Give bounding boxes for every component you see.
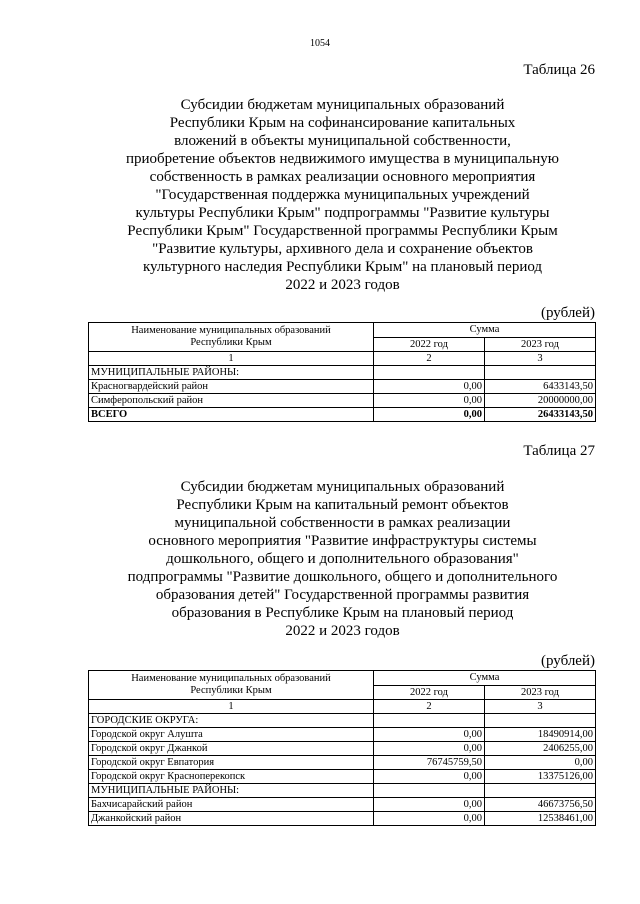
title-line: дошкольного, общего и дополнительного образования" xyxy=(166,551,519,567)
table-row xyxy=(89,728,596,742)
table-27-label: Таблица 27 xyxy=(523,443,595,459)
title-line: муниципальной собственности в рамках реализации xyxy=(174,515,511,531)
row-name: Красногвардейский район xyxy=(89,380,374,394)
column-number: 3 xyxy=(485,352,596,366)
row-name: Симферопольский район xyxy=(89,394,374,408)
title-line: культуры Республики Крым" подпрограммы "Развитие культуры xyxy=(135,205,550,221)
total-name: ВСЕГО xyxy=(89,408,374,422)
title-line: Республики Крым на капитальный ремонт объектов xyxy=(176,497,509,513)
table-row xyxy=(89,812,596,826)
row-2023: 18490914,00 xyxy=(485,728,596,742)
column-number: 2 xyxy=(374,700,485,714)
title-line: Субсидии бюджетам муниципальных образований xyxy=(180,97,505,113)
row-name: МУНИЦИПАЛЬНЫЕ РАЙОНЫ: xyxy=(89,366,374,380)
title-line: культурного наследия Республики Крым" на плановый период xyxy=(142,259,543,275)
row-2022 xyxy=(374,366,485,380)
header-name-line1: Наименование муниципальных образований xyxy=(131,325,331,336)
header-2023: 2023 год xyxy=(485,686,596,700)
total-row xyxy=(89,408,596,422)
table-26-label: Таблица 26 xyxy=(523,62,595,78)
row-2023: 46673756,50 xyxy=(485,798,596,812)
header-sum: Сумма xyxy=(374,323,596,338)
row-2023: 20000000,00 xyxy=(485,394,596,408)
row-2022: 0,00 xyxy=(374,770,485,784)
table-row xyxy=(89,756,596,770)
total-2022: 0,00 xyxy=(374,408,485,422)
row-2022: 0,00 xyxy=(374,812,485,826)
table-row xyxy=(89,770,596,784)
header-name-line2: Республики Крым xyxy=(190,685,272,696)
row-2022: 0,00 xyxy=(374,798,485,812)
row-2022: 0,00 xyxy=(374,728,485,742)
row-2023: 2406255,00 xyxy=(485,742,596,756)
title-line: основного мероприятия "Развитие инфраструктуры системы xyxy=(148,533,537,549)
title-line: образования в Республике Крым на плановый период xyxy=(171,605,514,621)
row-2023 xyxy=(485,714,596,728)
table-27 xyxy=(88,670,596,826)
row-2023: 13375126,00 xyxy=(485,770,596,784)
table-26 xyxy=(88,322,596,422)
row-name: Бахчисарайский район xyxy=(89,798,374,812)
title-line: Республики Крым" Государственной программы Республики Крым xyxy=(127,223,558,239)
table-row xyxy=(89,798,596,812)
table-row xyxy=(89,394,596,408)
column-number: 1 xyxy=(89,352,374,366)
table-26-title xyxy=(60,96,625,294)
title-line: 2022 и 2023 годов xyxy=(285,277,400,293)
table-26-units: (рублей) xyxy=(540,305,595,321)
row-name: МУНИЦИПАЛЬНЫЕ РАЙОНЫ: xyxy=(89,784,374,798)
column-number: 2 xyxy=(374,352,485,366)
row-2022: 0,00 xyxy=(374,394,485,408)
column-number: 3 xyxy=(485,700,596,714)
row-2023 xyxy=(485,366,596,380)
table-27-title xyxy=(60,478,625,640)
table-row xyxy=(89,742,596,756)
header-2022: 2022 год xyxy=(374,338,485,352)
row-2022: 0,00 xyxy=(374,380,485,394)
title-line: Республики Крым на софинансирование капитальных xyxy=(169,115,516,131)
title-line: Субсидии бюджетам муниципальных образований xyxy=(180,479,505,495)
header-name-cell xyxy=(89,323,374,352)
row-2023: 12538461,00 xyxy=(485,812,596,826)
table-row xyxy=(89,784,596,798)
header-sum: Сумма xyxy=(374,671,596,686)
page-number: 1054 xyxy=(310,38,330,49)
row-2023: 0,00 xyxy=(485,756,596,770)
row-name: Городской округ Джанкой xyxy=(89,742,374,756)
row-2022: 0,00 xyxy=(374,742,485,756)
row-name: Городской округ Алушта xyxy=(89,728,374,742)
title-line: "Развитие культуры, архивного дела и сохранение объектов xyxy=(152,241,533,257)
table-row xyxy=(89,380,596,394)
table-row xyxy=(89,714,596,728)
title-line: вложений в объекты муниципальной собственности, xyxy=(174,133,511,149)
header-2022: 2022 год xyxy=(374,686,485,700)
header-name-line1: Наименование муниципальных образований xyxy=(131,673,331,684)
row-2023 xyxy=(485,784,596,798)
row-name: ГОРОДСКИЕ ОКРУГА: xyxy=(89,714,374,728)
column-number: 1 xyxy=(89,700,374,714)
title-line: собственность в рамках реализации основного мероприятия xyxy=(149,169,536,185)
title-line: 2022 и 2023 годов xyxy=(285,623,400,639)
header-name-line2: Республики Крым xyxy=(190,337,272,348)
row-name: Городской округ Красноперекопск xyxy=(89,770,374,784)
title-line: образования детей" Государственной программы развития xyxy=(155,587,530,603)
row-2022 xyxy=(374,714,485,728)
total-2023: 26433143,50 xyxy=(485,408,596,422)
row-2023: 6433143,50 xyxy=(485,380,596,394)
header-name-cell xyxy=(89,671,374,700)
row-name: Джанкойский район xyxy=(89,812,374,826)
row-name: Городской округ Евпатория xyxy=(89,756,374,770)
table-27-units: (рублей) xyxy=(540,653,595,669)
title-line: приобретение объектов недвижимого имущества в муниципальную xyxy=(125,151,560,167)
table-row xyxy=(89,366,596,380)
row-2022: 76745759,50 xyxy=(374,756,485,770)
title-line: "Государственная поддержка муниципальных учреждений xyxy=(155,187,530,203)
header-2023: 2023 год xyxy=(485,338,596,352)
row-2022 xyxy=(374,784,485,798)
title-line: подпрограммы "Развитие дошкольного, общего и дополнительного xyxy=(127,569,558,585)
